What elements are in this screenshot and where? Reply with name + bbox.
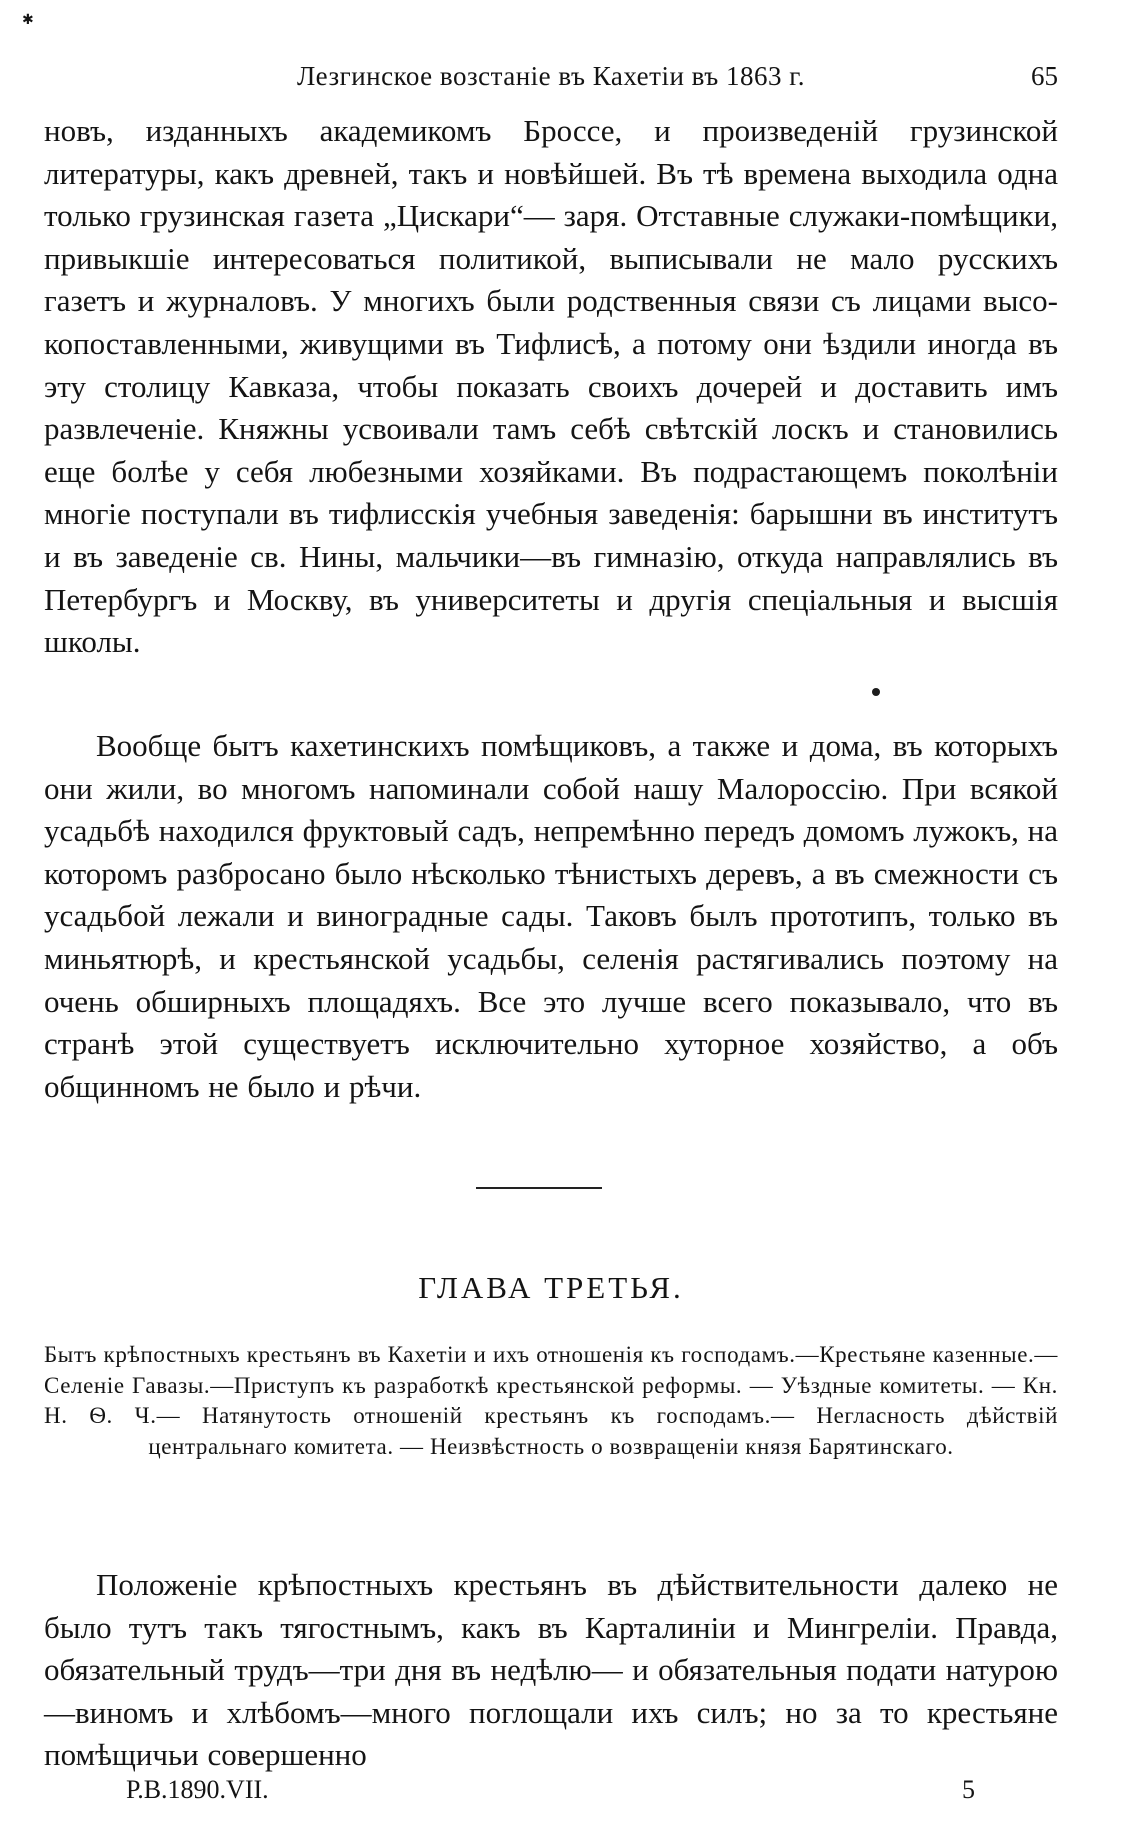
corner-asterisk-mark: ✱ bbox=[22, 13, 34, 28]
body-paragraph-landowners: Вообще бытъ кахетинскихъ помѣщиковъ, а также и дома, въ которыхъ они жили, во многомъ напоминали собой нашу Малороссію. При всякой усадьбѣ находился фруктовый садъ, непремѣнно передъ домомъ лужокъ, на которомъ разбросано было нѣсколько тѣнистыхъ деревъ, а въ смежности съ усадьбой лежали и виноградные сады. Таковъ былъ прототипъ, только въ миньятюрѣ, и крестьянской усадьбы, селенія растягивались поэтому на очень обширныхъ площадяхъ. Все это лучше всего показывало, что въ странѣ этой существуетъ исключительно хуторное хозяйство, а объ общинномъ не было и рѣчи. bbox=[44, 728, 1058, 1104]
page-number: 65 bbox=[1031, 61, 1058, 91]
chapter-title: ГЛАВА ТРЕТЬЯ. bbox=[418, 1270, 684, 1305]
body-paragraph-continued: новъ, изданныхъ академикомъ Броссе, и произведеній грузинской литературы, какъ древней, такъ и новѣйшей. Въ тѣ времена выходила одна только грузинская газета „Цискари“— заря. Отставные служаки-помѣщики, привыкшіе интересоваться политикой, выписывали не мало русскихъ газетъ и журналовъ. У многихъ были родственныя связи съ лицами высокопоставленными, живущими въ Тифлисѣ, а потому они ѣздили иногда въ эту столицу Кавказа, чтобы показать своихъ дочерей и доставить имъ развлеченіе. Княжны усвоивали тамъ себѣ свѣтскій лоскъ и становились еще болѣе у себя любезными хозяйками. Въ подрастающемъ поколѣніи многіе поступали въ тифлисскія учебныя заведенія: барышни въ институтъ и въ заведеніе св. Нины, мальчики—въ гимназію, откуда направлялись въ Петербургъ и Москву, въ университеты и другія спеціальныя и высшія школы. bbox=[44, 113, 1058, 660]
ink-dot-mark bbox=[872, 688, 880, 696]
printer-signature: Р.В.1890.VII. bbox=[126, 1775, 269, 1804]
chapter-summary: Бытъ крѣпостныхъ крестьянъ въ Кахетіи и ихъ отношенія къ господамъ.—Крестьяне казенные.—Селеніе Гавазы.—Приступъ къ разработкѣ крестьянской реформы. — Уѣздные комитеты. — Кн. Н. Ѳ. Ч.— Натянутость отношеній крестьянъ къ господамъ.— Негласность дѣйствій центральнаго комитета. — Неизвѣстность о возвращеніи князя Барятинскаго. bbox=[44, 1342, 1058, 1459]
book-page bbox=[44, 0, 1058, 1828]
running-head-title: Лезгинское возстаніе въ Кахетіи въ 1863 г. bbox=[297, 61, 805, 91]
section-divider bbox=[476, 1187, 602, 1189]
sheet-number: 5 bbox=[962, 1775, 975, 1804]
page-footer bbox=[44, 1772, 1058, 1808]
running-head bbox=[44, 56, 1058, 96]
chapter-paragraph-serfs: Положеніе крѣпостныхъ крестьянъ въ дѣйствительности далеко не было тутъ такъ тягостнымъ, какъ въ Карталиніи и Мингреліи. Правда, обязательный трудъ—три дня въ недѣлю— и обязательныя подати натурою—виномъ и хлѣбомъ—много поглощали ихъ силъ; но за то крестьяне помѣщичьи совершенно bbox=[44, 1567, 1058, 1773]
